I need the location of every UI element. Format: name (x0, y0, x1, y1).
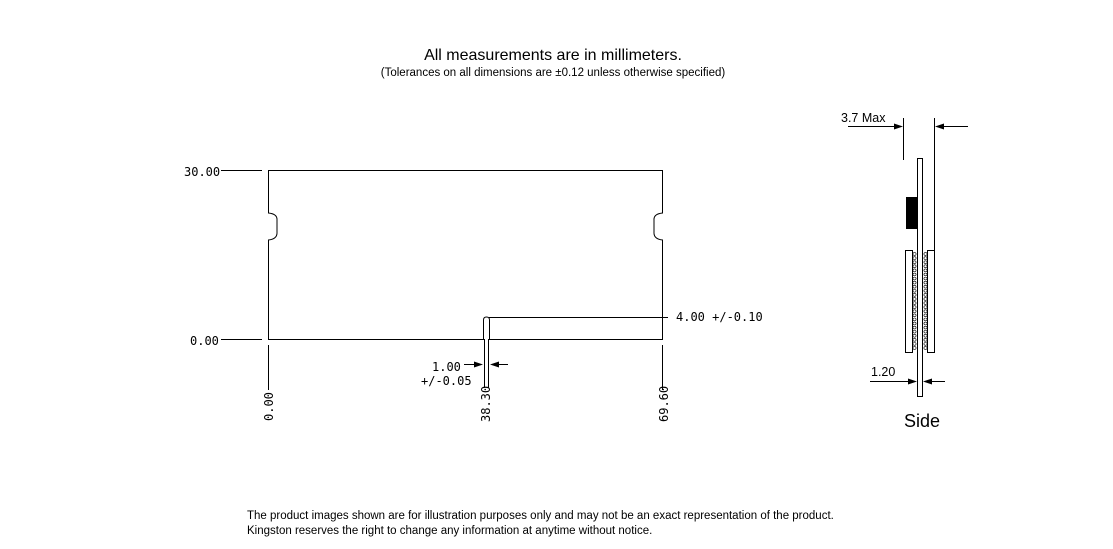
contact-pad (924, 302, 927, 305)
contact-pad (913, 334, 916, 337)
contact-pad (913, 302, 916, 305)
contact-pad (924, 343, 927, 346)
footer-line-1: The product images shown are for illustration purposes only and may not be an exact representation of the product. (247, 510, 834, 522)
label-thickness: 3.7 Max (841, 111, 886, 125)
contact-pad (924, 293, 927, 296)
side-pcb (918, 159, 923, 397)
footer-disclaimer (247, 509, 834, 539)
module-outline (269, 171, 663, 340)
contact-pad (913, 269, 916, 272)
contact-pad (913, 253, 916, 256)
label-x-0: 0.00 (262, 392, 276, 421)
contact-pad (924, 314, 927, 317)
contact-pad (913, 314, 916, 317)
contact-pad (913, 306, 916, 309)
contact-pad (913, 298, 916, 301)
contact-pad (924, 269, 927, 272)
side-chip-back (928, 251, 935, 353)
contact-pad (913, 261, 916, 264)
contact-pad (924, 253, 927, 256)
contact-pad (924, 338, 927, 341)
contact-pad (913, 326, 916, 329)
contact-pad (924, 261, 927, 264)
arrowhead-thickness-left (894, 124, 903, 130)
contact-pad (913, 285, 916, 288)
arrowhead-thickness-right (935, 124, 944, 130)
contact-pad (913, 347, 916, 350)
label-key-width: 1.00 (432, 360, 461, 374)
contact-pad (913, 330, 916, 333)
footer-line-2: Kingston reserves the right to change any information at anytime without notice. (247, 525, 653, 537)
arrowhead-pcb-left (908, 379, 917, 385)
label-x-38: 38.30 (479, 385, 493, 422)
arrowhead-pcb-right (923, 379, 932, 385)
contact-pad (924, 298, 927, 301)
contact-pad (924, 289, 927, 292)
label-y-30: 30.00 (184, 165, 221, 179)
contact-pad (913, 318, 916, 321)
contact-pad (913, 322, 916, 325)
contact-pad (924, 285, 927, 288)
side-chip-black (906, 197, 917, 229)
side-chip-front (906, 251, 913, 353)
contact-pad (913, 338, 916, 341)
contact-pad (913, 277, 916, 280)
contact-pad (924, 277, 927, 280)
contact-pad (924, 347, 927, 350)
contact-pad (924, 273, 927, 276)
contact-pad (924, 265, 927, 268)
label-side-view: Side (904, 411, 941, 431)
page-title: All measurements are in millimeters. (424, 47, 682, 64)
arrowhead-key-right (490, 362, 499, 368)
label-key-width-tolerance: +/-0.05 (421, 374, 472, 388)
contact-pad (913, 281, 916, 284)
page-subtitle: (Tolerances on all dimensions are ±0.12 unless otherwise specified) (380, 67, 726, 79)
contact-pad (913, 293, 916, 296)
contact-pad (924, 322, 927, 325)
label-x-69: 69.60 (657, 385, 671, 422)
contact-pad (913, 273, 916, 276)
contact-pad (924, 310, 927, 313)
contact-pad (924, 318, 927, 321)
contact-pad (924, 330, 927, 333)
side-contact-pads (913, 253, 927, 350)
contact-pad (924, 306, 927, 309)
contact-pad (924, 257, 927, 260)
label-y-0: 0.00 (190, 334, 219, 348)
contact-pad (924, 334, 927, 337)
contact-pad (913, 343, 916, 346)
contact-pad (913, 265, 916, 268)
contact-pad (913, 289, 916, 292)
contact-pad (913, 310, 916, 313)
contact-pad (913, 257, 916, 260)
arrowhead-key-left (474, 362, 483, 368)
contact-pad (924, 281, 927, 284)
label-pcb-thickness: 1.20 (871, 365, 896, 379)
label-key-height: 4.00 +/-0.10 (676, 310, 763, 324)
contact-pad (924, 326, 927, 329)
